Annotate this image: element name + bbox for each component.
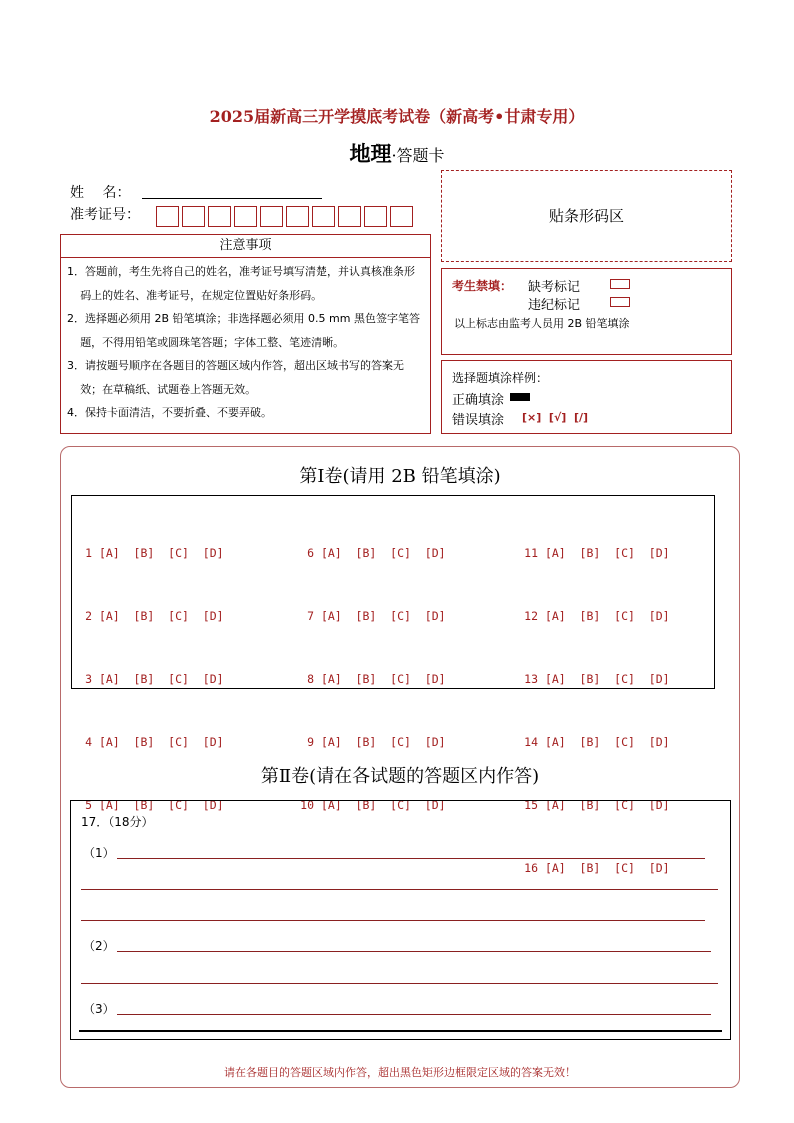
violation-mark[interactable] [610,297,630,307]
proctor-note: 以上标志由监考人员用 2B 铅笔填涂 [454,317,630,330]
question-number: 5 [85,798,92,812]
answer-line[interactable] [117,858,705,859]
options[interactable]: [A] [B] [C] [D] [98,798,224,812]
question-number: 2 [85,609,92,623]
mcq-row[interactable] [522,669,670,690]
options[interactable]: [A] [B] [C] [D] [98,735,224,749]
name-field[interactable] [142,182,322,199]
options[interactable]: [A] [B] [C] [D] [544,861,670,875]
id-cell[interactable] [260,206,283,227]
barcode-area [441,170,732,262]
answer-line[interactable] [117,1014,711,1015]
options[interactable]: [A] [B] [C] [D] [544,798,670,812]
absent-mark[interactable] [610,279,630,289]
sub-question-1-label: （1） [83,846,115,860]
options[interactable]: [A] [B] [C] [D] [98,672,224,686]
sub-question-2-label: （2） [83,939,115,953]
notice-item: 3．请按题号顺序在各题目的答题区域内作答，超出区域书写的答案无效；在草稿纸、试题卷上答题无效。 [67,359,404,396]
mcq-row[interactable] [80,606,224,627]
notice-item: 2．选择题必须用 2B 铅笔填涂；非选择题必须用 0.5 mm 黑色签字笔答题，不得用铅笔或圆珠笔答题；字体工整、笔迹清晰。 [67,312,420,349]
name-label: 姓 名： [70,185,131,201]
id-cell[interactable] [364,206,387,227]
mcq-row[interactable] [298,606,446,627]
question-number: 15 [524,798,538,812]
wrong-fill-samples: [×] [√] [/] [522,411,589,424]
id-cell[interactable] [390,206,413,227]
card-label: ·答题卡 [391,146,445,165]
id-cell[interactable] [156,206,179,227]
wrong-fill-label: 错误填涂 [452,413,505,428]
answer-line[interactable] [81,983,718,984]
notice-item: 1．答题前，考生先将自己的姓名，准考证号填写清楚，并认真核准条形码上的姓名、准考证号，在规定位置贴好条形码。 [67,265,415,302]
question-number: 13 [524,672,538,686]
question-number: 4 [85,735,92,749]
mcq-row[interactable] [298,543,446,564]
notice-list [61,258,430,425]
mcq-row[interactable] [522,606,670,627]
mcq-row[interactable] [522,732,670,753]
question-number: 14 [524,735,538,749]
question-number: 7 [307,609,314,623]
question-number: 11 [524,546,538,560]
question-number: 6 [307,546,314,560]
question-number: 1 [85,546,92,560]
options[interactable]: [A] [B] [C] [D] [320,798,446,812]
answer-line[interactable] [81,920,705,921]
question-number: 3 [85,672,92,686]
footer-warning: 请在各题目的答题区域内作答，超出黑色矩形边框限定区域的答案无效！ [224,1066,576,1079]
question-number: 8 [307,672,314,686]
answer-line[interactable] [117,951,711,952]
mcq-row[interactable] [80,543,224,564]
id-cell[interactable] [182,206,205,227]
notice-item: 4．保持卡面清洁，不要折叠、不要弄破。 [67,406,272,419]
answer-box-bottom-rule [79,1030,722,1032]
options[interactable]: [A] [B] [C] [D] [320,735,446,749]
correct-fill-label: 正确填涂 [452,393,505,408]
correct-fill-sample [510,393,530,401]
barcode-label: 贴条形码区 [548,207,624,225]
options[interactable]: [A] [B] [C] [D] [544,609,670,623]
notice-box [60,234,431,434]
id-cell[interactable] [312,206,335,227]
mcq-row[interactable] [298,732,446,753]
subject-name: 地理 [349,141,392,166]
id-number-grid[interactable] [156,206,416,227]
options[interactable]: [A] [B] [C] [D] [98,546,224,560]
proctor-label: 考生禁填： [452,279,513,293]
options[interactable]: [A] [B] [C] [D] [544,735,670,749]
exam-title: 2025届新高三开学摸底考试卷（新高考•甘肃专用） [209,107,585,126]
proctor-box [441,268,732,355]
sub-question-3-label: （3） [83,1002,115,1016]
options[interactable]: [A] [B] [C] [D] [320,609,446,623]
question-number: 12 [524,609,538,623]
mcq-row[interactable] [298,669,446,690]
id-cell[interactable] [208,206,231,227]
question-number: 10 [300,798,314,812]
options[interactable]: [A] [B] [C] [D] [544,672,670,686]
id-cell[interactable] [338,206,361,227]
answer-box-17 [70,800,731,1040]
mcq-row[interactable] [80,669,224,690]
question-17-label: 17．（18分） [81,815,154,829]
id-cell[interactable] [234,206,257,227]
absent-label: 缺考标记 [528,280,581,295]
fill-sample-heading: 选择题填涂样例： [452,371,549,385]
id-cell[interactable] [286,206,309,227]
subject-heading [0,138,794,168]
options[interactable]: [A] [B] [C] [D] [544,546,670,560]
question-number: 9 [307,735,314,749]
mcq-row[interactable] [80,732,224,753]
options[interactable]: [A] [B] [C] [D] [98,609,224,623]
options[interactable]: [A] [B] [C] [D] [320,672,446,686]
violation-label: 违纪标记 [528,298,581,313]
mcq-row[interactable] [522,543,670,564]
part1-title: 第Ⅰ卷(请用 2B 铅笔填涂) [299,466,501,487]
question-number: 16 [524,861,538,875]
options[interactable]: [A] [B] [C] [D] [320,546,446,560]
part2-title: 第Ⅱ卷(请在各试题的答题区内作答) [260,766,540,787]
answer-line[interactable] [81,889,718,890]
id-label: 准考证号： [70,207,140,223]
fill-sample-box [441,360,732,434]
notice-heading: 注意事项 [61,235,430,258]
